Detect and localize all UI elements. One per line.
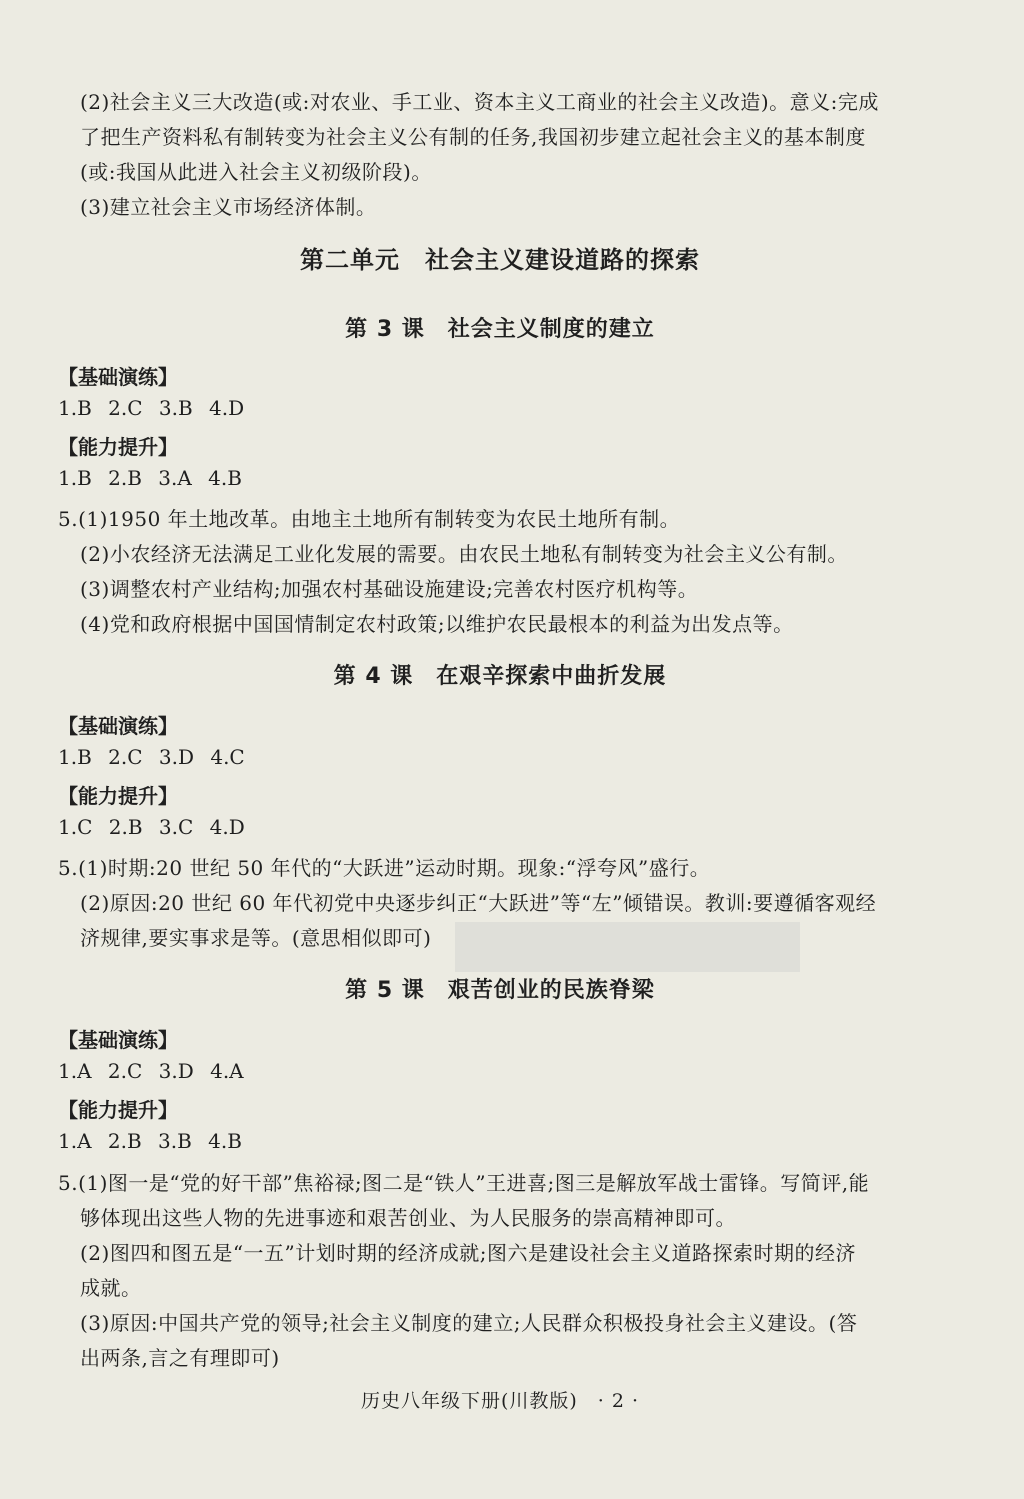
lesson3-q5-2: (2)小农经济无法满足工业化发展的需要。由农民土地私有制转变为社会主义公有制。 [80, 542, 848, 566]
lesson5-q5-2b: 成就。 [80, 1276, 142, 1300]
lesson5-q5-2a: (2)图四和图五是“一五”计划时期的经济成就;图六是建设社会主义道路探索时期的经济 [80, 1241, 857, 1265]
lesson5-basic-label: 【基础演练】 [58, 1028, 178, 1052]
lesson3-ability-answers: 1.B 2.B 3.A 4.B [58, 466, 242, 490]
lesson3-basic-answers: 1.B 2.C 3.B 4.D [58, 396, 245, 420]
lesson4-q5-2b: 济规律,要实事求是等。(意思相似即可) [80, 926, 432, 950]
intro-line-2: 了把生产资料私有制转变为社会主义公有制的任务,我国初步建立起社会主义的基本制度 [80, 125, 866, 149]
intro-line-3: (或:我国从此进入社会主义初级阶段)。 [80, 160, 432, 184]
lesson5-q5-1b: 够体现出这些人物的先进事迹和艰苦创业、为人民服务的崇高精神即可。 [80, 1206, 736, 1230]
redaction-box [455, 922, 800, 972]
lesson5-q5-3a: (3)原因:中国共产党的领导;社会主义制度的建立;人民群众积极投身社会主义建设。(答 [80, 1311, 858, 1335]
lesson3-title: 第 3 课 社会主义制度的建立 [345, 317, 655, 342]
lesson4-ability-label: 【能力提升】 [58, 784, 178, 808]
lesson3-ability-label: 【能力提升】 [58, 435, 178, 459]
intro-line-1: (2)社会主义三大改造(或:对农业、手工业、资本主义工商业的社会主义改造)。意义:完成 [80, 90, 879, 114]
lesson4-ability-answers: 1.C 2.B 3.C 4.D [58, 815, 245, 839]
unit-title: 第二单元 社会主义建设道路的探索 [300, 246, 700, 274]
lesson4-basic-answers: 1.B 2.C 3.D 4.C [58, 745, 245, 769]
lesson5-ability-label: 【能力提升】 [58, 1098, 178, 1122]
lesson3-q5-3: (3)调整农村产业结构;加强农村基础设施建设;完善农村医疗机构等。 [80, 577, 699, 601]
intro-line-4: (3)建立社会主义市场经济体制。 [80, 195, 377, 219]
lesson4-q5-1: 5.(1)时期:20 世纪 50 年代的“大跃进”运动时期。现象:“浮夸风”盛行。 [58, 856, 711, 880]
lesson5-ability-answers: 1.A 2.B 3.B 4.B [58, 1129, 242, 1153]
lesson5-q5-1a: 5.(1)图一是“党的好干部”焦裕禄;图二是“铁人”王进喜;图三是解放军战士雷锋。写简评,能 [58, 1171, 870, 1195]
lesson4-title: 第 4 课 在艰辛探索中曲折发展 [333, 664, 667, 689]
lesson5-q5-3b: 出两条,言之有理即可) [80, 1346, 280, 1370]
lesson4-q5-2a: (2)原因:20 世纪 60 年代初党中央逐步纠正“大跃进”等“左”倾错误。教训:要遵循客观经 [80, 891, 877, 915]
lesson5-basic-answers: 1.A 2.C 3.D 4.A [58, 1059, 244, 1083]
lesson3-q5-4: (4)党和政府根据中国国情制定农村政策;以维护农民最根本的利益为出发点等。 [80, 612, 794, 636]
lesson4-basic-label: 【基础演练】 [58, 714, 178, 738]
lesson3-basic-label: 【基础演练】 [58, 365, 178, 389]
page-footer: 历史八年级下册(川教版) · 2 · [360, 1390, 640, 1412]
lesson5-title: 第 5 课 艰苦创业的民族脊梁 [345, 978, 655, 1003]
lesson3-q5-1: 5.(1)1950 年土地改革。由地主土地所有制转变为农民土地所有制。 [58, 507, 681, 531]
